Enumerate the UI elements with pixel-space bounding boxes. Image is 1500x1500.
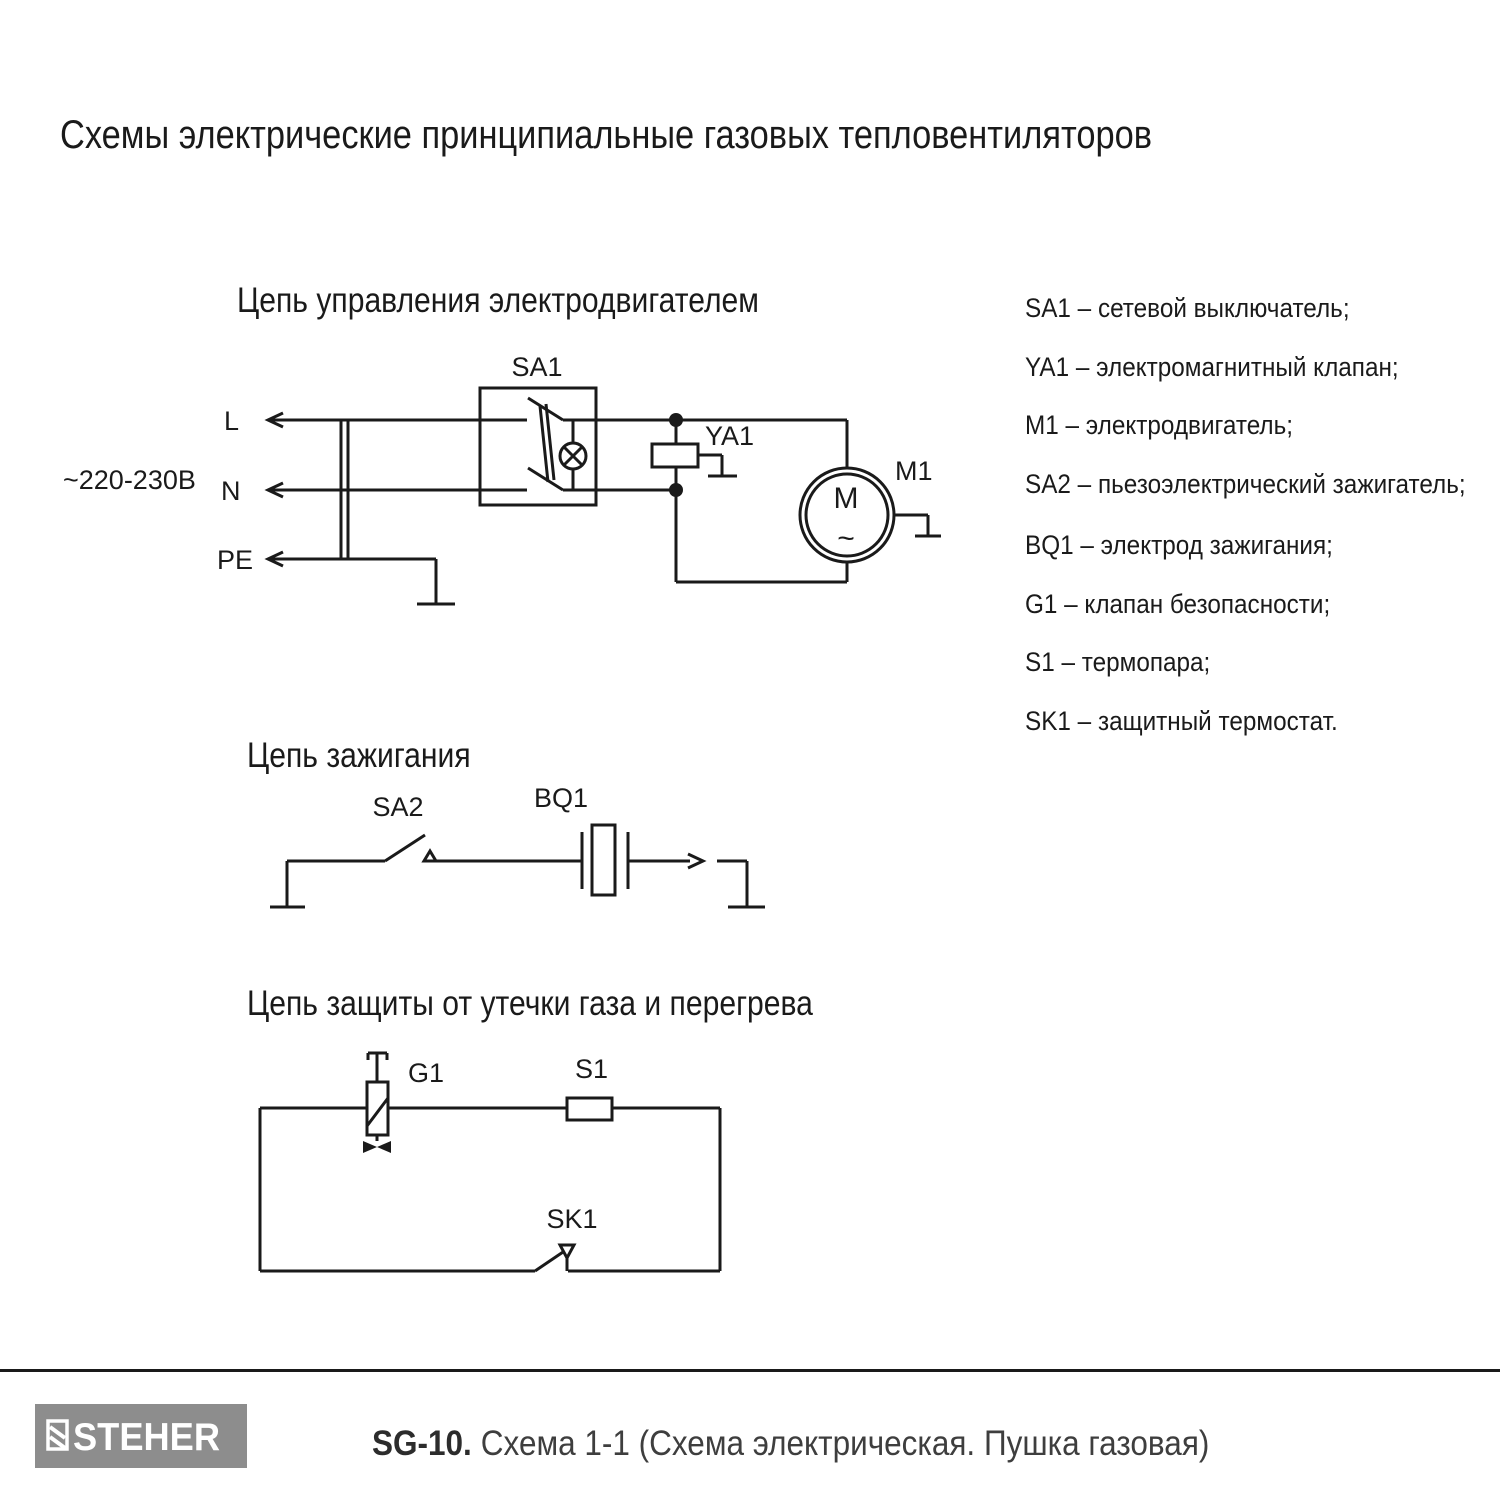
protection-circuit (260, 1053, 720, 1271)
circuit1-title: Цепь управления электродвигателем (237, 281, 759, 320)
legend-item: SK1 – защитный термостат. (1025, 706, 1338, 736)
pushbutton-marker-icon (424, 851, 436, 861)
legend-item: M1 – электродвигатель; (1025, 410, 1293, 440)
sa1-switch-symbol (480, 352, 596, 505)
terminal-n-label: N (221, 476, 241, 506)
footer-divider (0, 1369, 1500, 1372)
legend-item: SA1 – сетевой выключатель; (1025, 293, 1350, 323)
terminal-pe-label: PE (217, 545, 254, 575)
scheme-caption: Схема 1-1 (Схема электрическая. Пушка газовая) (480, 1424, 1210, 1463)
ya1-label: YA1 (705, 421, 755, 451)
bq1-label: BQ1 (533, 783, 589, 813)
circuit3-title: Цепь защиты от утечки газа и перегрева (247, 984, 813, 1023)
page-title: Схемы электрические принципиальные газовых тепловентиляторов (60, 113, 1152, 157)
s-square-icon (48, 1421, 67, 1449)
m1-motor-symbol (800, 456, 941, 562)
motor-ac-label: ~ (837, 522, 855, 555)
arrow-right-icon (688, 854, 703, 868)
legend-item: S1 – термопара; (1025, 647, 1211, 677)
sa1-label: SA1 (511, 352, 563, 382)
s1-label: S1 (575, 1054, 609, 1084)
model-label: SG-10. (372, 1424, 472, 1463)
steher-logo-mark (35, 1404, 247, 1468)
sk1-label: SK1 (546, 1204, 598, 1234)
terminal-l-label: L (224, 406, 240, 436)
circuit2-title: Цепь зажигания (247, 736, 471, 775)
footer-caption-line (372, 1424, 1209, 1464)
m1-label: M1 (895, 456, 933, 486)
valve-icon (363, 1141, 377, 1153)
ignition-circuit (270, 783, 765, 907)
legend-item: G1 – клапан безопасности; (1025, 589, 1331, 619)
legend-item: BQ1 – электрод зажигания; (1025, 530, 1333, 560)
ya1-solenoid-symbol (652, 420, 754, 490)
motor-m-label: M (833, 482, 859, 515)
steher-logo (35, 1404, 247, 1468)
legend-item: SA2 – пьезоэлектрический зажигатель; (1025, 469, 1466, 499)
valve-icon (377, 1141, 391, 1153)
sa2-label: SA2 (372, 792, 424, 822)
legend-item: YA1 – электромагнитный клапан; (1025, 352, 1399, 382)
brand-text: STEHER (73, 1414, 221, 1459)
voltage-label: ~220-230В (63, 465, 196, 495)
thermostat-marker-icon (560, 1245, 574, 1258)
power-input-terminals (63, 406, 480, 604)
g1-label: G1 (408, 1058, 445, 1088)
